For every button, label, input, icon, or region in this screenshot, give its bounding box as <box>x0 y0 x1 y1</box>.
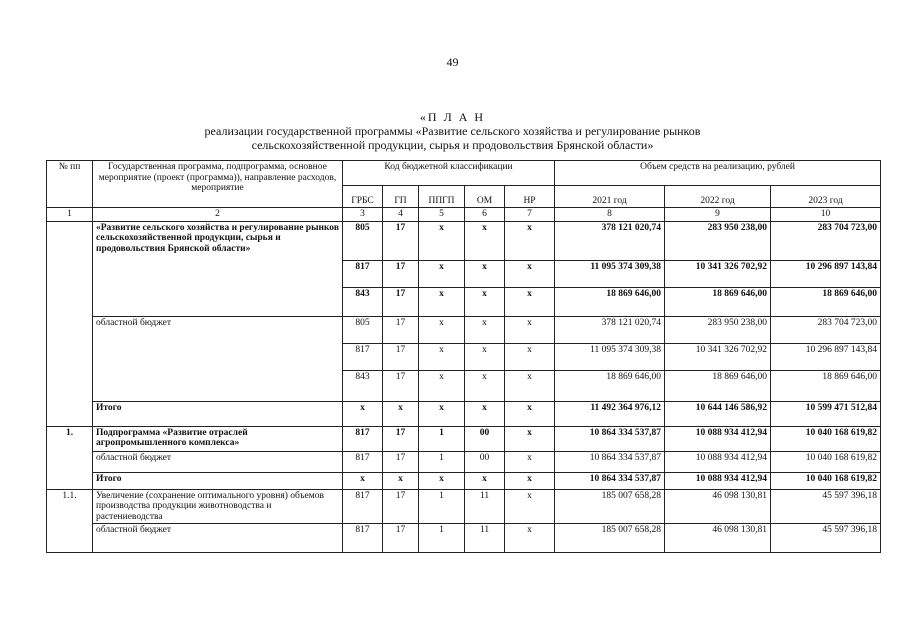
cell-2022: 10 341 326 702,92 <box>665 260 771 287</box>
cell-gp: 17 <box>383 316 419 343</box>
cell-ppgp: х <box>419 316 465 343</box>
cell-2023: 18 869 646,00 <box>771 287 881 316</box>
cell-2021: 10 864 334 537,87 <box>555 451 665 472</box>
cell-om: х <box>465 472 505 489</box>
cell-2021: 185 007 658,28 <box>555 489 665 524</box>
cell-grbs: 817 <box>343 343 383 370</box>
col-number: 3 <box>343 208 383 222</box>
cell-2022: 18 869 646,00 <box>665 370 771 401</box>
total-row <box>47 401 881 426</box>
cell-2023: 10 040 168 619,82 <box>771 426 881 451</box>
col-number: 4 <box>383 208 419 222</box>
cell-om: х <box>465 401 505 426</box>
page-number: 49 <box>446 55 459 69</box>
cell-nr: х <box>505 524 555 553</box>
col-number: 10 <box>771 208 881 222</box>
cell-nr: х <box>505 489 555 524</box>
cell-grbs: х <box>343 472 383 489</box>
row-num-cell: 1.1. <box>47 489 93 553</box>
header-gp: ГП <box>383 185 419 207</box>
cell-om: 00 <box>465 451 505 472</box>
cell-2023: 283 704 723,00 <box>771 316 881 343</box>
cell-2023: 10 040 168 619,82 <box>771 472 881 489</box>
col-number: 1 <box>47 208 93 222</box>
budget-label: областной бюджет <box>93 524 343 553</box>
header-name: Государственная программа, подпрограмма, основное мероприятие (проект (программа)), направление расходов, мероприятие <box>93 161 343 208</box>
header-row-1 <box>47 161 881 186</box>
header-num: № пп <box>47 161 93 208</box>
cell-om: 00 <box>465 426 505 451</box>
cell-2023: 10 040 168 619,82 <box>771 451 881 472</box>
cell-2021: 378 121 020,74 <box>555 221 665 260</box>
header-amount-group: Объем средств на реализацию, рублей <box>555 161 881 186</box>
cell-nr: х <box>505 426 555 451</box>
table-row <box>47 451 881 472</box>
row-num-cell <box>47 221 93 426</box>
header-kbk-group: Код бюджетной классификации <box>343 161 555 186</box>
cell-gp: 17 <box>383 287 419 316</box>
cell-nr: х <box>505 343 555 370</box>
cell-om: х <box>465 343 505 370</box>
cell-ppgp: х <box>419 370 465 401</box>
cell-gp: 17 <box>383 524 419 553</box>
cell-ppgp: 1 <box>419 524 465 553</box>
cell-gp: 17 <box>383 451 419 472</box>
cell-om: х <box>465 370 505 401</box>
header-nr: НР <box>505 185 555 207</box>
cell-2022: 10 088 934 412,94 <box>665 426 771 451</box>
cell-ppgp: х <box>419 260 465 287</box>
cell-ppgp: х <box>419 221 465 260</box>
cell-grbs: 805 <box>343 316 383 343</box>
plan-table <box>46 160 881 553</box>
col-number: 6 <box>465 208 505 222</box>
table-row <box>47 221 881 260</box>
cell-2022: 46 098 130,81 <box>665 489 771 524</box>
header-om: ОМ <box>465 185 505 207</box>
cell-grbs: 817 <box>343 426 383 451</box>
cell-ppgp: х <box>419 287 465 316</box>
cell-gp: 17 <box>383 489 419 524</box>
plan-subtitle-line-1: реализации государственной программы «Развитие сельского хозяйства и регулирование рынков <box>204 124 701 138</box>
cell-2023: 10 296 897 143,84 <box>771 260 881 287</box>
cell-2021: 185 007 658,28 <box>555 524 665 553</box>
cell-om: 11 <box>465 489 505 524</box>
total-row <box>47 472 881 489</box>
cell-grbs: 843 <box>343 370 383 401</box>
cell-2023: 45 597 396,18 <box>771 524 881 553</box>
cell-nr: х <box>505 316 555 343</box>
cell-ppgp: х <box>419 401 465 426</box>
cell-nr: х <box>505 370 555 401</box>
cell-2023: 10 599 471 512,84 <box>771 401 881 426</box>
total-label: Итого <box>93 472 343 489</box>
cell-grbs: 817 <box>343 524 383 553</box>
cell-2021: 10 864 334 537,87 <box>555 472 665 489</box>
cell-2021: 18 869 646,00 <box>555 370 665 401</box>
row-num-cell: 1. <box>47 426 93 489</box>
budget-label: областной бюджет <box>93 451 343 472</box>
cell-om: 11 <box>465 524 505 553</box>
header-year-2021: 2021 год <box>555 185 665 207</box>
header-year-2022: 2022 год <box>665 185 771 207</box>
cell-om: х <box>465 316 505 343</box>
cell-grbs: 843 <box>343 287 383 316</box>
table-row <box>47 426 881 451</box>
cell-ppgp: х <box>419 472 465 489</box>
cell-2023: 10 296 897 143,84 <box>771 343 881 370</box>
cell-2022: 10 341 326 702,92 <box>665 343 771 370</box>
cell-nr: х <box>505 287 555 316</box>
cell-gp: 17 <box>383 221 419 260</box>
cell-2023: 45 597 396,18 <box>771 489 881 524</box>
cell-grbs: 817 <box>343 489 383 524</box>
cell-grbs: 817 <box>343 451 383 472</box>
program-name: «Развитие сельского хозяйства и регулирование рынков сельскохозяйственной продукции, сырья и продовольствия Брянской области» <box>93 221 343 316</box>
cell-ppgp: 1 <box>419 489 465 524</box>
header-ppgp: ППГП <box>419 185 465 207</box>
cell-2022: 283 950 238,00 <box>665 316 771 343</box>
total-label: Итого <box>93 401 343 426</box>
cell-nr: х <box>505 451 555 472</box>
cell-2021: 11 492 364 976,12 <box>555 401 665 426</box>
cell-gp: 17 <box>383 370 419 401</box>
col-number: 9 <box>665 208 771 222</box>
cell-nr: х <box>505 472 555 489</box>
cell-grbs: 805 <box>343 221 383 260</box>
cell-2023: 283 704 723,00 <box>771 221 881 260</box>
cell-grbs: 817 <box>343 260 383 287</box>
cell-2022: 46 098 130,81 <box>665 524 771 553</box>
cell-nr: х <box>505 401 555 426</box>
cell-nr: х <box>505 221 555 260</box>
col-number: 5 <box>419 208 465 222</box>
cell-2021: 18 869 646,00 <box>555 287 665 316</box>
cell-grbs: х <box>343 401 383 426</box>
col-number: 8 <box>555 208 665 222</box>
plan-title: «П Л А Н <box>419 110 486 124</box>
budget-label: областной бюджет <box>93 316 343 401</box>
cell-gp: 17 <box>383 260 419 287</box>
cell-2021: 11 095 374 309,38 <box>555 260 665 287</box>
cell-2022: 18 869 646,00 <box>665 287 771 316</box>
cell-ppgp: х <box>419 343 465 370</box>
subprogram-name: Подпрограмма «Развитие отраслей агропромышленного комплекса» <box>93 426 343 451</box>
plan-subtitle-line-2: сельскохозяйственной продукции, сырья и продовольствия Брянской области» <box>251 138 654 152</box>
table-row <box>47 316 881 343</box>
cell-2023: 18 869 646,00 <box>771 370 881 401</box>
cell-gp: х <box>383 401 419 426</box>
cell-2022: 10 088 934 412,94 <box>665 472 771 489</box>
cell-ppgp: 1 <box>419 451 465 472</box>
cell-nr: х <box>505 260 555 287</box>
table-row <box>47 524 881 553</box>
header-year-2023: 2023 год <box>771 185 881 207</box>
cell-2022: 10 088 934 412,94 <box>665 451 771 472</box>
cell-ppgp: 1 <box>419 426 465 451</box>
header-grbs: ГРБС <box>343 185 383 207</box>
cell-2021: 378 121 020,74 <box>555 316 665 343</box>
col-number: 7 <box>505 208 555 222</box>
col-number: 2 <box>93 208 343 222</box>
column-number-row <box>47 208 881 222</box>
cell-2022: 283 950 238,00 <box>665 221 771 260</box>
cell-gp: х <box>383 472 419 489</box>
measure-name: Увеличение (сохранение оптимального уровня) объемов производства продукции животноводства и растениеводства <box>93 489 343 524</box>
cell-om: х <box>465 221 505 260</box>
table-row <box>47 489 881 524</box>
cell-2022: 10 644 146 586,92 <box>665 401 771 426</box>
cell-gp: 17 <box>383 343 419 370</box>
cell-2021: 11 095 374 309,38 <box>555 343 665 370</box>
cell-2021: 10 864 334 537,87 <box>555 426 665 451</box>
cell-gp: 17 <box>383 426 419 451</box>
cell-om: х <box>465 287 505 316</box>
cell-om: х <box>465 260 505 287</box>
